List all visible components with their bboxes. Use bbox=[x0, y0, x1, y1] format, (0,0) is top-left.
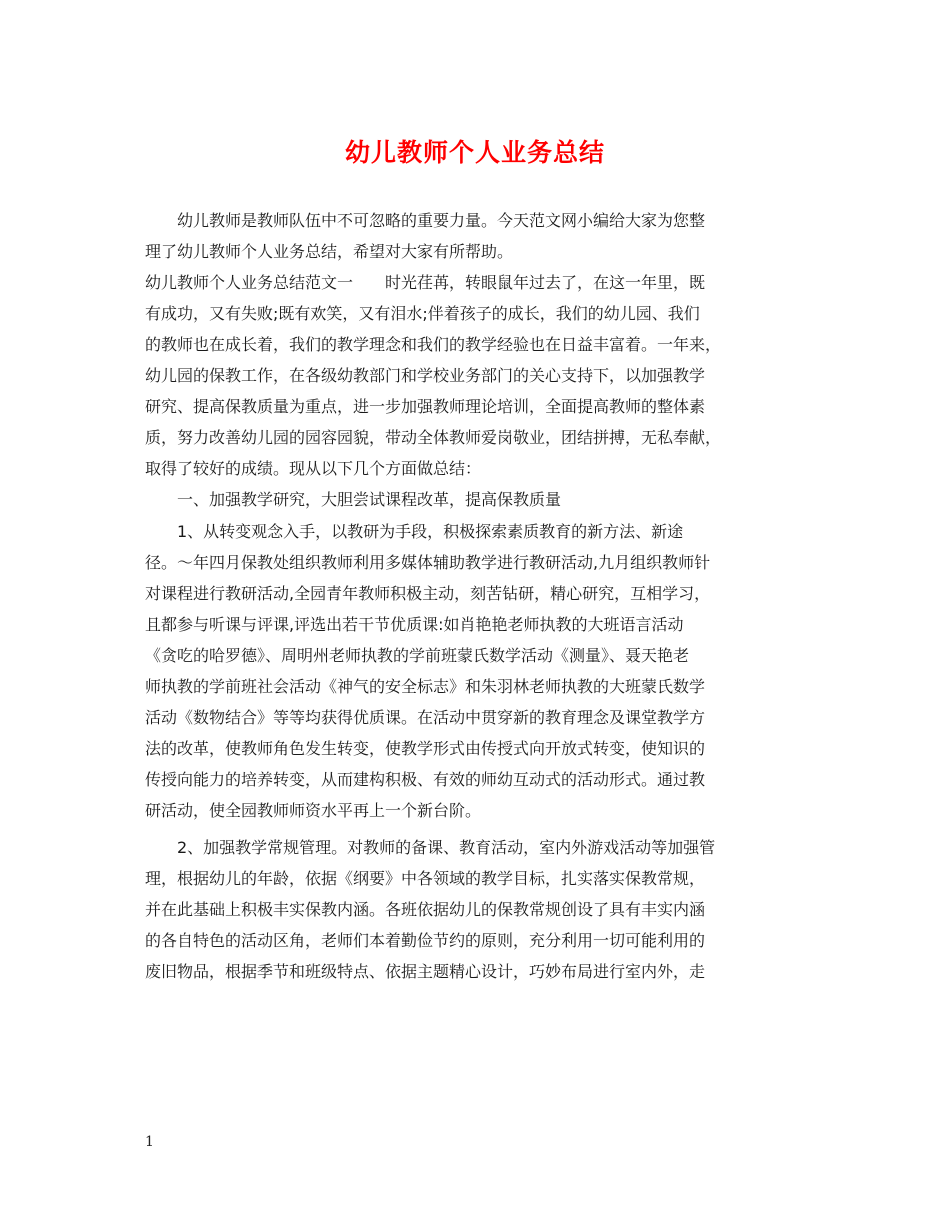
item-one-paragraph bbox=[145, 516, 810, 826]
text-line: 且都参与听课与评课,评选出若干节优质课:如肖艳艳老师执教的大班语言活动 bbox=[145, 615, 684, 634]
text-line: 对课程进行教研活动,全园青年教师积极主动，刻苦钻研，精心研究，互相学习， bbox=[145, 584, 711, 603]
text-line: 传授向能力的培养转变，从而建构积极、有效的师幼互动式的活动形式。通过教 bbox=[145, 770, 706, 789]
text-line: 幼儿教师是教师队伍中不可忽略的重要力量。今天范文网小编给大家为您整 bbox=[177, 211, 706, 230]
text-line: 1、从转变观念入手，以教研为手段，积极探索素质教育的新方法、新途 bbox=[177, 522, 684, 541]
sample-one-paragraph bbox=[145, 267, 810, 484]
text-line: 幼儿园的保教工作，在各级幼教部门和学校业务部门的关心支持下，以加强教学 bbox=[145, 366, 706, 385]
text-line: 径。～年四月保教处组织教师利用多媒体辅助教学进行教研活动,九月组织教师针 bbox=[145, 553, 711, 572]
text-line: 2、加强教学常规管理。对教师的备课、教育活动，室内外游戏活动等加强管 bbox=[177, 838, 716, 857]
text-line: 理了幼儿教师个人业务总结，希望对大家有所帮助。 bbox=[145, 242, 514, 261]
intro-paragraph bbox=[145, 205, 810, 267]
document-title: 幼儿教师个人业务总结 bbox=[344, 138, 605, 167]
text-line: 法的改革，使教师角色发生转变，使教学形式由传授式向开放式转变，使知识的 bbox=[145, 739, 706, 758]
text-line: 有成功，又有失败;既有欢笑，又有泪水;伴着孩子的成长，我们的幼儿园、我们 bbox=[145, 304, 700, 323]
text-line: 活动《数物结合》等等均获得优质课。在活动中贯穿新的教育理念及课堂教学方 bbox=[145, 708, 706, 727]
text-line: 质，努力改善幼儿园的园容园貌，带动全体教师爱岗敬业，团结拼搏，无私奉献， bbox=[145, 428, 722, 447]
section-heading bbox=[145, 484, 810, 516]
document-body bbox=[145, 205, 810, 993]
text-line: 师执教的学前班社会活动《神气的安全标志》和朱羽林老师执教的大班蒙氏数学 bbox=[145, 677, 706, 696]
text-line: 废旧物品，根据季节和班级特点、依据主题精心设计，巧妙布局进行室内外，走 bbox=[145, 962, 706, 981]
text-line: 一、加强教学研究，大胆尝试课程改革，提高保教质量 bbox=[177, 490, 562, 509]
text-line: 并在此基础上积极丰实保教内涵。各班依据幼儿的保教常规创设了具有丰实内涵 bbox=[145, 900, 706, 919]
text-line: 《贪吃的哈罗德》、周明州老师执教的学前班蒙氏数学活动《测量》、聂天艳老 bbox=[145, 646, 690, 665]
text-line: 的各自特色的活动区角，老师们本着勤俭节约的原则，充分利用一切可能利用的 bbox=[145, 931, 706, 950]
page-number: 1 bbox=[145, 1134, 154, 1150]
text-line: 的教师也在成长着，我们的教学理念和我们的教学经验也在日益丰富着。一年来， bbox=[145, 335, 722, 354]
text-line: 研活动，使全园教师师资水平再上一个新台阶。 bbox=[145, 801, 482, 820]
text-line: 理，根据幼儿的年龄，依据《纲要》中各领域的教学目标，扎实落实保教常规， bbox=[145, 869, 706, 888]
text-line: 研究、提高保教质量为重点，进一步加强教师理论培训，全面提高教师的整体素 bbox=[145, 397, 706, 416]
text-line: 取得了较好的成绩。现从以下几个方面做总结： bbox=[145, 459, 482, 478]
text-line: 幼儿教师个人业务总结范文一 时光荏苒，转眼鼠年过去了，在这一年里，既 bbox=[145, 273, 706, 292]
item-two-paragraph bbox=[145, 832, 810, 987]
